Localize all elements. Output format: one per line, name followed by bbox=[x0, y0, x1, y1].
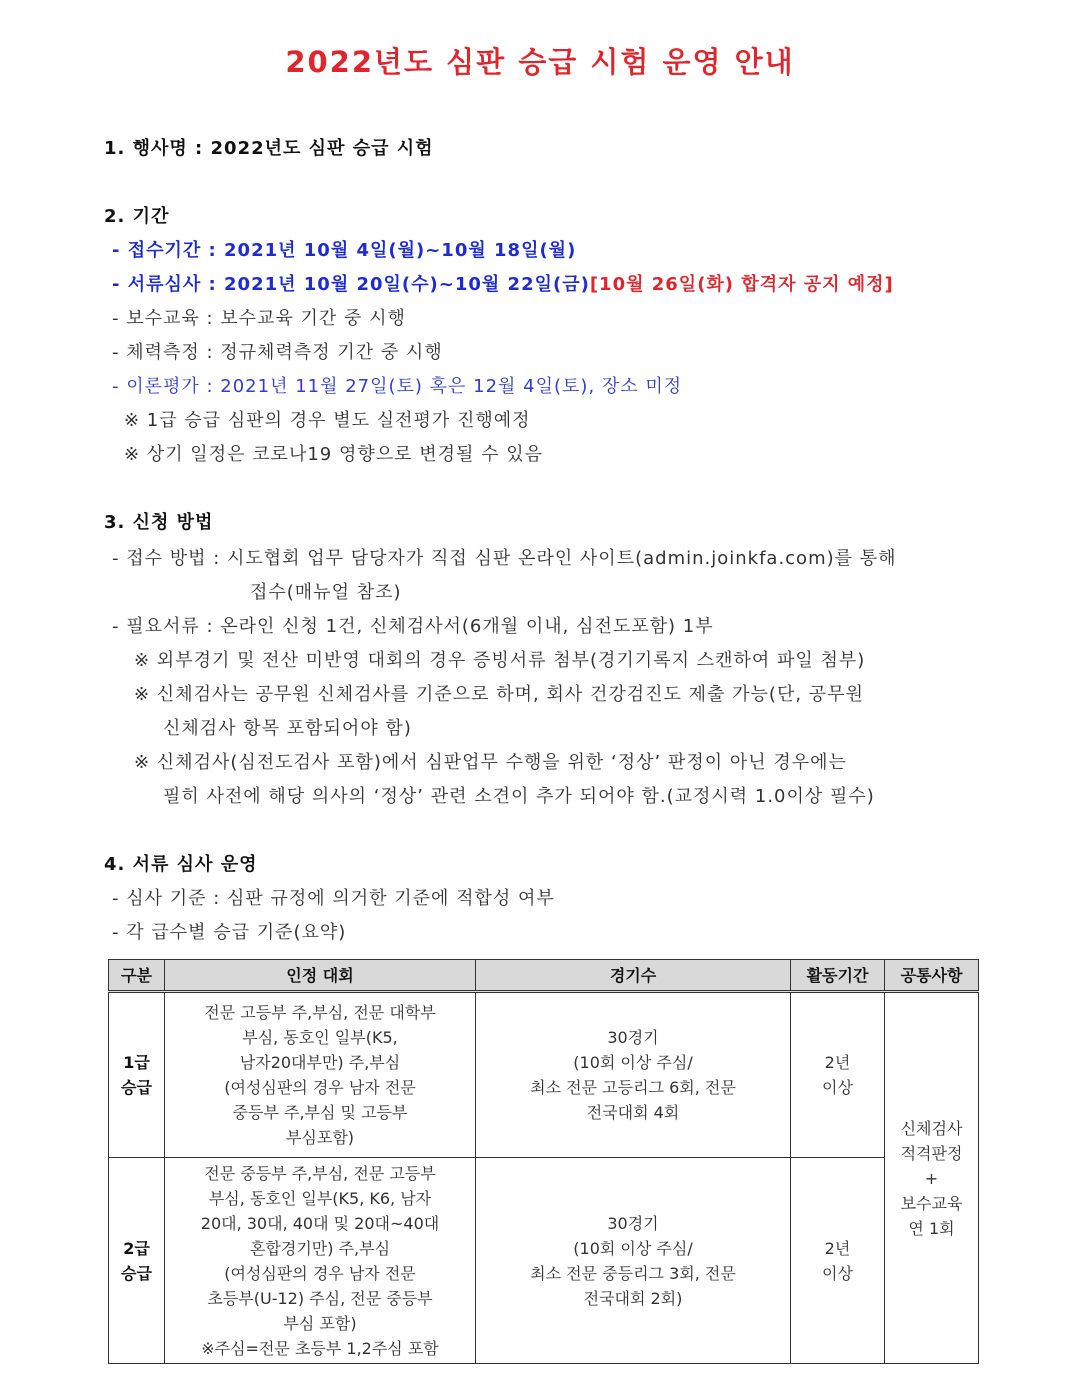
activity-period: 2년 이상 bbox=[791, 992, 885, 1158]
document-review-notice: [10월 26일(화) 합격자 공지 예정] bbox=[589, 274, 894, 295]
table-row bbox=[109, 1158, 979, 1364]
common-requirements: 신체검사 적격판정 + 보수교육 연 1회 bbox=[885, 992, 979, 1364]
section-4-heading: 4. 서류 심사 운영 bbox=[104, 854, 258, 875]
docs-note-2-line-1: ※ 신체검사는 공무원 신체검사를 기준으로 하며, 회사 건강검진도 제출 가능(단, 공무원 bbox=[134, 684, 864, 705]
section-1-heading: 1. 행사명 : 2022년도 심판 승급 시험 bbox=[104, 138, 434, 159]
recognized-competitions: 전문 중등부 주,부심, 전문 고등부 부심, 동호인 일부(K5, K6, 남자 20대, 30대, 40대 및 20대~40대 혼합경기만) 주,부심 (여성심판의 경우 남자 전문 초등부(U-12) 주심, 전문 중등부 부심 포함) ※주심=전문 초등부 1,2주심 포함 bbox=[165, 1158, 476, 1364]
table-header: 구분 bbox=[109, 960, 165, 992]
table-header-row bbox=[109, 960, 979, 992]
schedule-note-1: ※ 1급 승급 심판의 경우 별도 실전평가 진행예정 bbox=[124, 410, 531, 431]
game-count: 30경기 (10회 이상 주심/ 최소 전문 고등리그 6회, 전문 전국대회 4회 bbox=[476, 992, 791, 1158]
activity-period: 2년 이상 bbox=[791, 1158, 885, 1364]
table-header: 공통사항 bbox=[885, 960, 979, 992]
docs-note-3-line-2: 필히 사전에 해당 의사의 ‘정상’ 관련 소견이 추가 되어야 함.(교정시력 1.0이상 필수) bbox=[163, 786, 875, 807]
table-header: 경기수 bbox=[476, 960, 791, 992]
theory-period: - 이론평가 : 2021년 11월 27일(토) 혹은 12월 4일(토), 장소 미정 bbox=[112, 376, 683, 397]
docs-note-1: ※ 외부경기 및 전산 미반영 대회의 경우 증빙서류 첨부(경기기록지 스캔하여 파일 첨부) bbox=[134, 650, 866, 671]
review-criteria: - 심사 기준 : 심판 규정에 의거한 기준에 적합성 여부 bbox=[112, 888, 555, 909]
method-line-2: 접수(매뉴얼 참조) bbox=[250, 582, 402, 603]
fitness-period: - 체력측정 : 정규체력측정 기간 중 시행 bbox=[112, 342, 443, 363]
docs-note-2-line-2: 신체검사 항목 포함되어야 함) bbox=[163, 718, 412, 739]
grade-summary-label: - 각 급수별 승급 기준(요약) bbox=[112, 922, 347, 943]
document-review-line bbox=[112, 270, 894, 296]
page-title: 2022년도 심판 승급 시험 운영 안내 bbox=[285, 45, 795, 79]
docs-note-3-line-1: ※ 신체검사(심전도검사 포함)에서 심판업무 수행을 위한 ‘정상’ 판정이 아닌 경우에는 bbox=[134, 752, 847, 773]
required-docs: - 필요서류 : 온라인 신청 1건, 신체검사서(6개월 이내, 심전도포함) 1부 bbox=[112, 616, 714, 637]
document-review-period: - 서류심사 : 2021년 10월 20일(수)~10월 22일(금) bbox=[112, 274, 590, 295]
grade-label: 1급 승급 bbox=[109, 992, 165, 1158]
grade-label: 2급 승급 bbox=[109, 1158, 165, 1364]
recognized-competitions: 전문 고등부 주,부심, 전문 대학부 부심, 동호인 일부(K5, 남자20대부만) 주,부심 (여성심판의 경우 남자 전문 중등부 주,부심 및 고등부 부심포함) bbox=[165, 992, 476, 1158]
table-row bbox=[109, 992, 979, 1158]
reception-period: - 접수기간 : 2021년 10월 4일(월)~10월 18일(월) bbox=[112, 240, 577, 261]
table-header: 인정 대회 bbox=[165, 960, 476, 992]
table-header: 활동기간 bbox=[791, 960, 885, 992]
section-2-heading: 2. 기간 bbox=[104, 206, 170, 227]
section-3-heading: 3. 신청 방법 bbox=[104, 512, 214, 533]
promotion-criteria-table bbox=[108, 959, 979, 1364]
game-count: 30경기 (10회 이상 주심/ 최소 전문 중등리그 3회, 전문 전국대회 2회) bbox=[476, 1158, 791, 1364]
education-period: - 보수교육 : 보수교육 기간 중 시행 bbox=[112, 308, 406, 329]
method-line-1: - 접수 방법 : 시도협회 업무 담당자가 직접 심판 온라인 사이트(admin.joinkfa.com)를 통해 bbox=[112, 548, 897, 569]
schedule-note-2: ※ 상기 일정은 코로나19 영향으로 변경될 수 있음 bbox=[124, 444, 544, 465]
